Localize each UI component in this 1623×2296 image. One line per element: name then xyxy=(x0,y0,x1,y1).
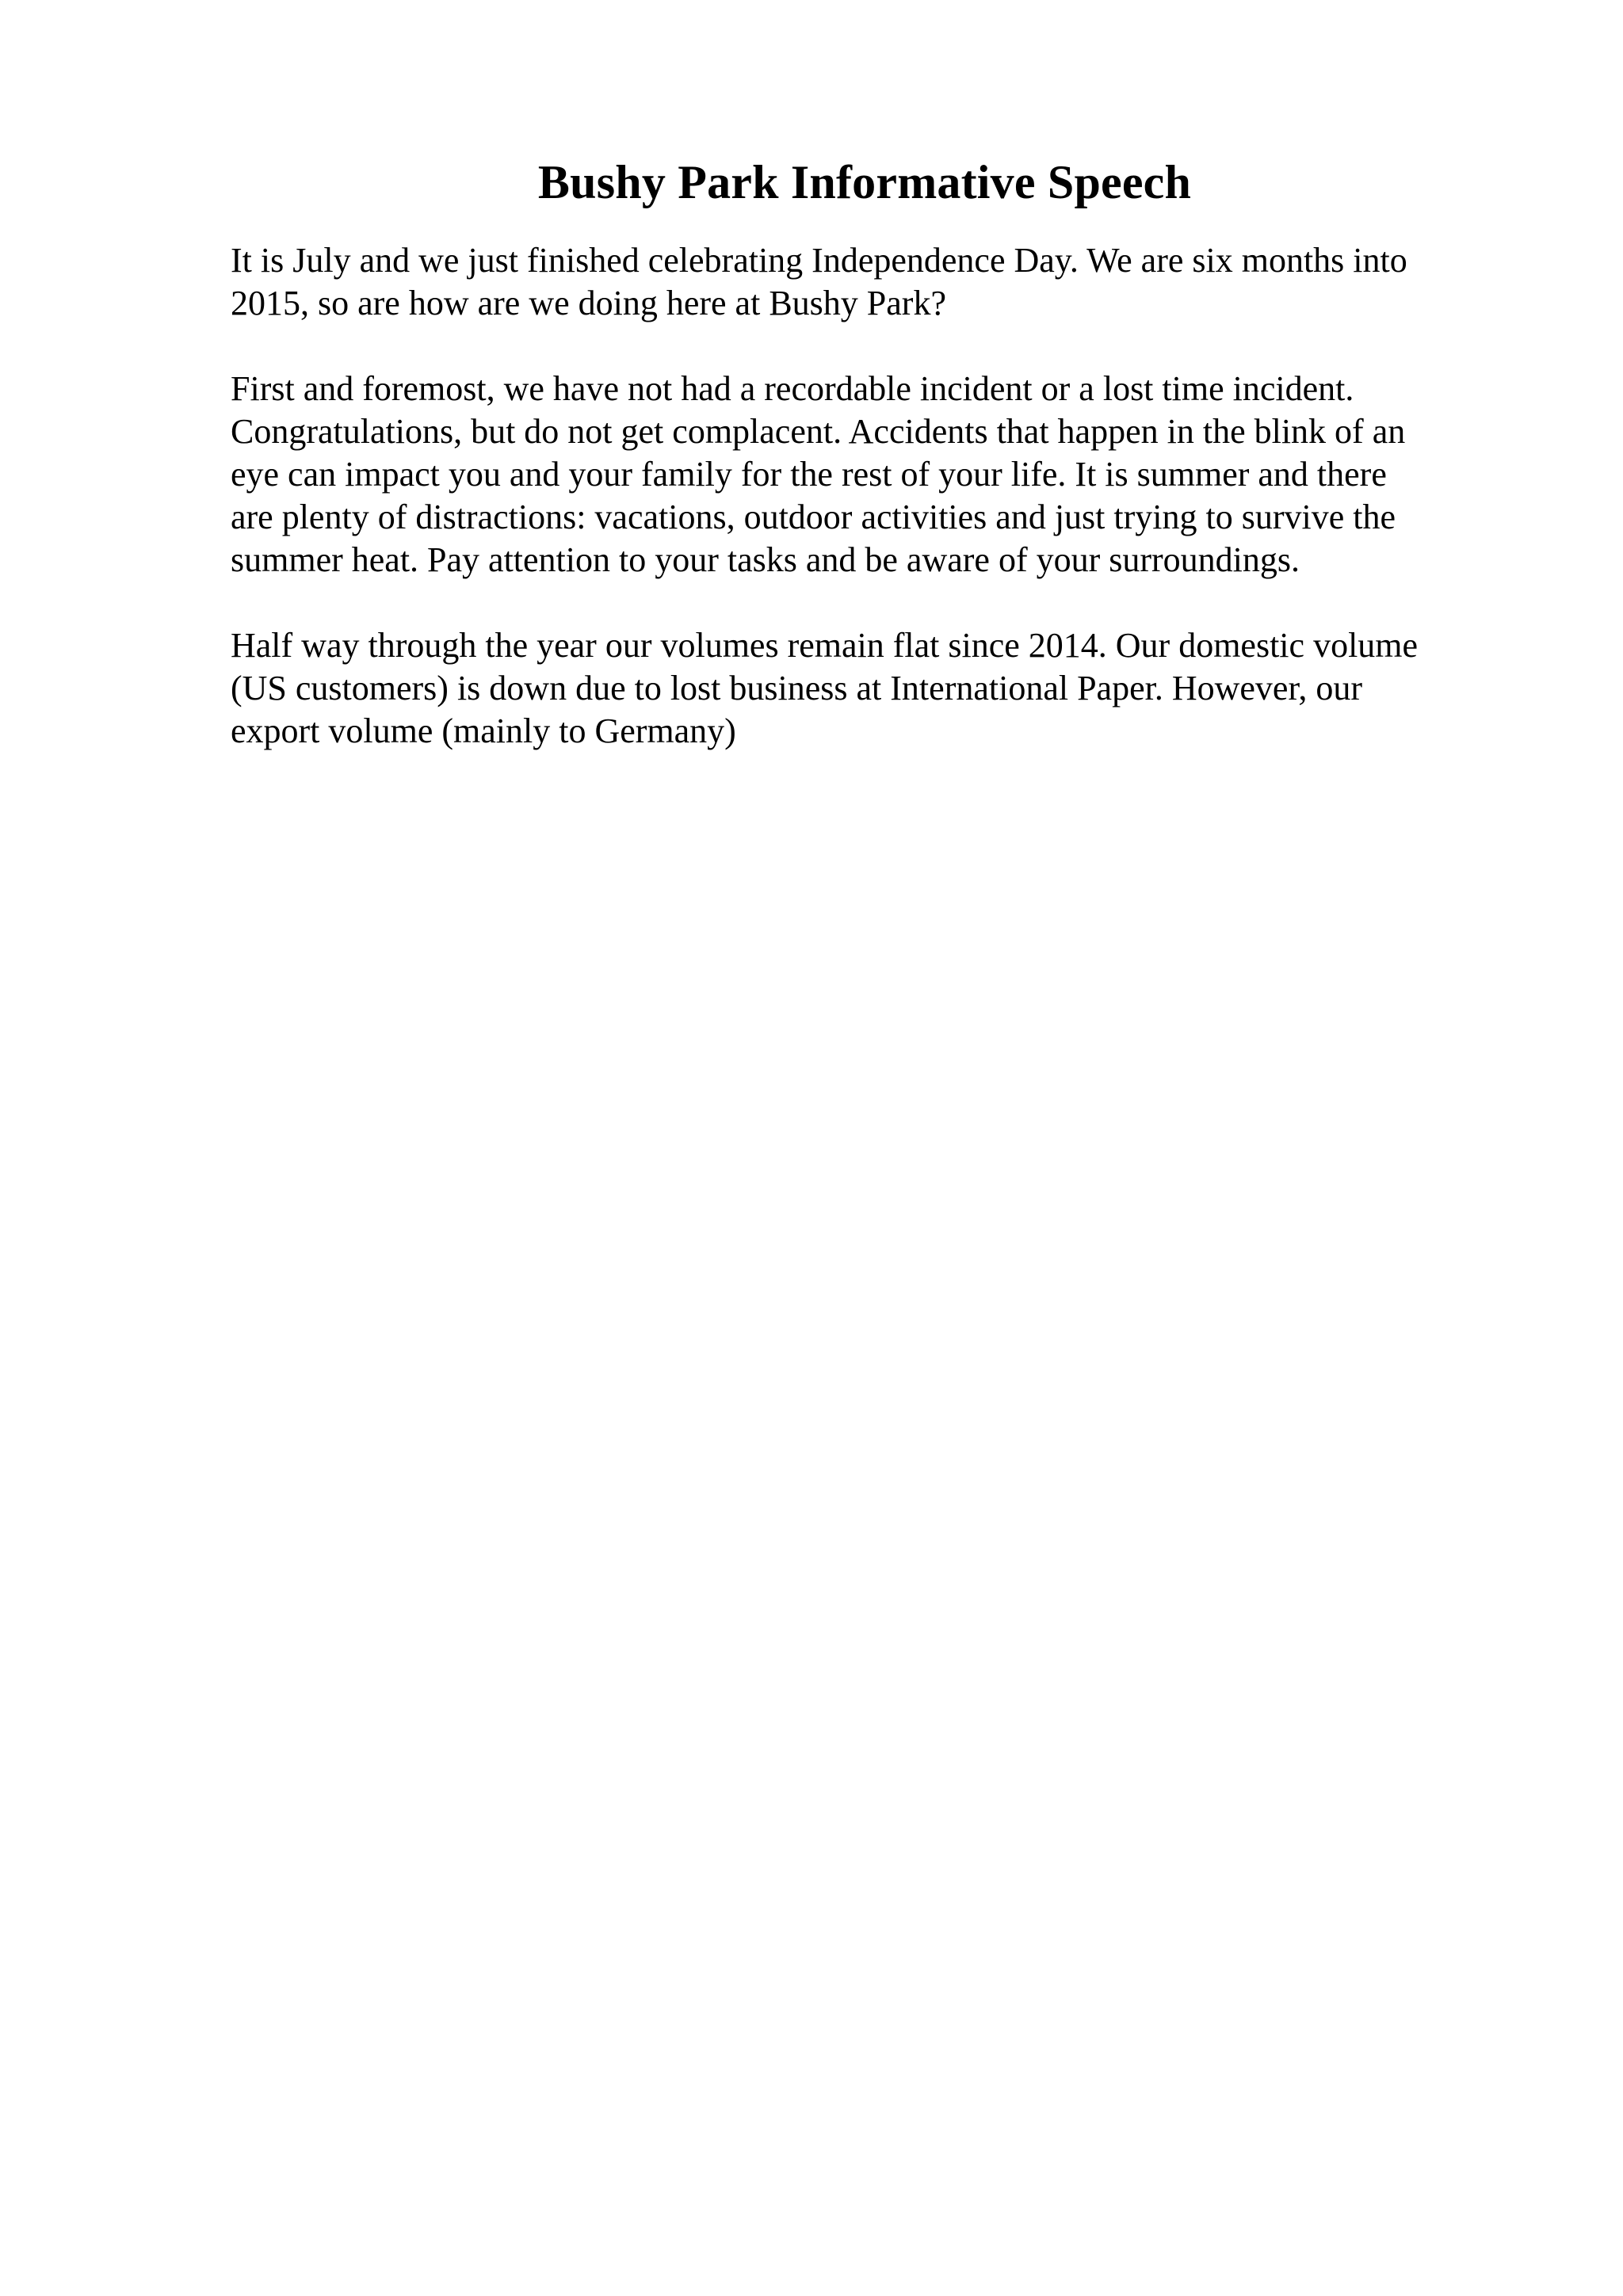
document-title: Bushy Park Informative Speech xyxy=(537,156,1192,208)
paragraph-volumes xyxy=(231,624,1499,753)
paragraph-line: are plenty of distractions: vacations, outdoor activities and just trying to survive the xyxy=(231,498,1396,536)
paragraph-line: It is July and we just finished celebrating Independence Day. We are six months into xyxy=(231,241,1407,280)
paragraph-line: Congratulations, but do not get complacent. Accidents that happen in the blink of an xyxy=(231,412,1406,451)
paragraph-line: Half way through the year our volumes remain flat since 2014. Our domestic volume xyxy=(231,626,1419,665)
paragraph-line: eye can impact you and your family for the rest of your life. It is summer and there xyxy=(231,455,1387,494)
paragraph-line: summer heat. Pay attention to your tasks and be aware of your surroundings. xyxy=(231,540,1300,579)
paragraph-line: 2015, so are how are we doing here at Bushy Park? xyxy=(231,284,946,322)
paragraph-line: export volume (mainly to Germany) xyxy=(231,711,736,750)
paragraph-line: (US customers) is down due to lost business at International Paper. However, our xyxy=(231,669,1362,707)
paragraph-intro xyxy=(231,239,1499,325)
document-body xyxy=(231,149,1499,795)
paragraph-line: First and foremost, we have not had a recordable incident or a lost time incident. xyxy=(231,369,1354,408)
paragraph-safety xyxy=(231,368,1499,582)
